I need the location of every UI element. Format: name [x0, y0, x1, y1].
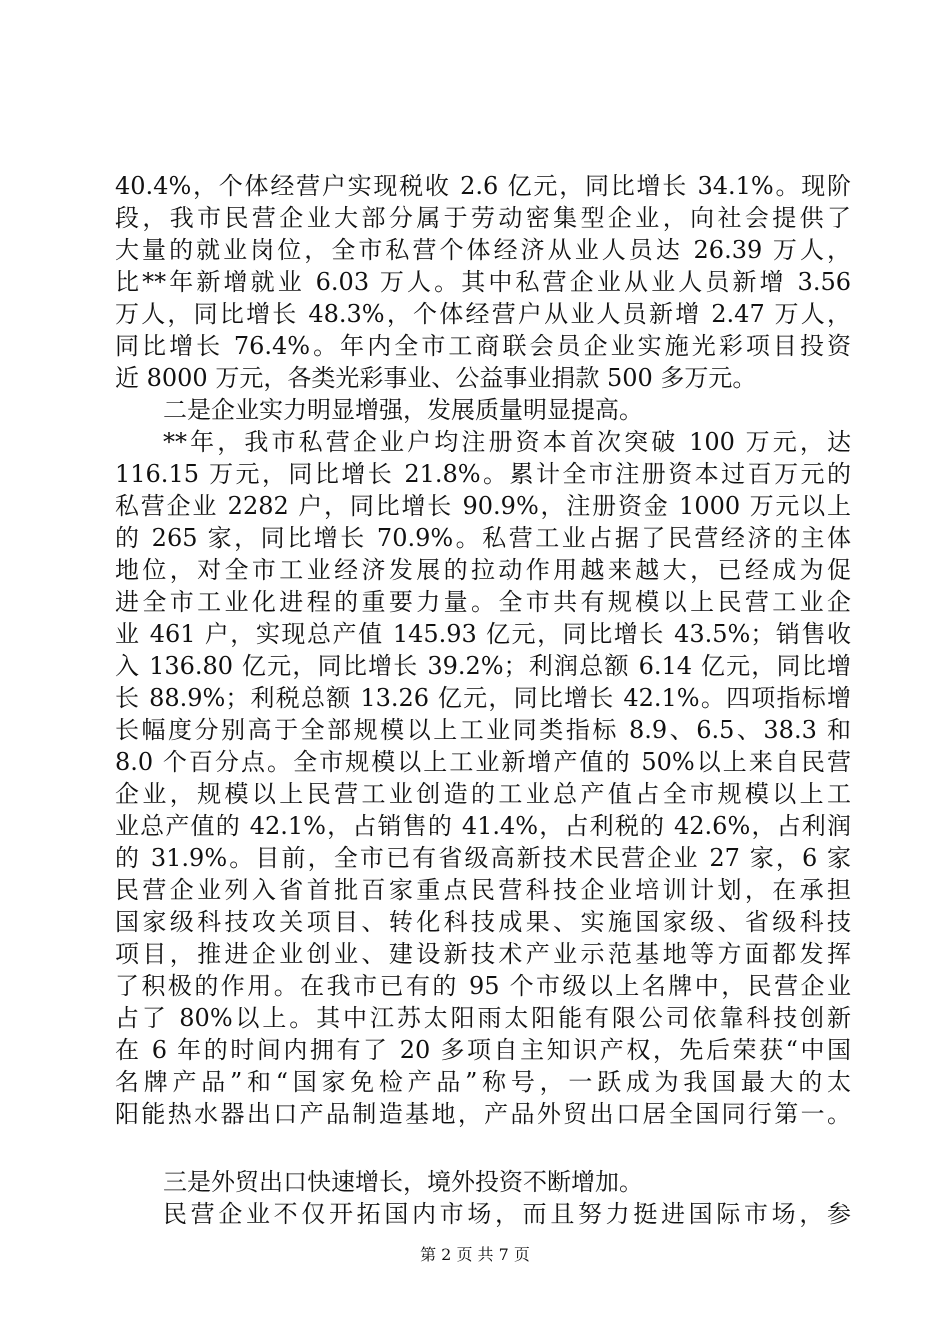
text-line: 比**年新增就业 6.03 万人。其中私营企业从业人员新增 3.56	[115, 268, 851, 296]
text-line: 民营企业不仅开拓国内市场，而且努力挺进国际市场，参	[163, 1200, 851, 1228]
paragraph-4	[115, 1166, 851, 1198]
text-line: 近 8000 万元，各类光彩事业、公益事业捐款 500 多万元。	[115, 364, 757, 392]
text-line: 名牌产品”和“国家免检产品”称号，一跃成为我国最大的太	[115, 1068, 851, 1096]
text-line: 私营企业 2282 户，同比增长 90.9%，注册资金 1000 万元以上	[115, 492, 851, 520]
section-point-heading: 二是企业实力明显增强，发展质量明显提高。	[163, 396, 643, 424]
text-line: 大量的就业岗位，全市私营个体经济从业人员达 26.39 万人，	[115, 236, 851, 264]
text-line: 长 88.9%；利税总额 13.26 亿元，同比增长 42.1%。四项指标增	[115, 684, 851, 712]
text-line: 的 265 家，同比增长 70.9%。私营工业占据了民营经济的主体	[115, 524, 851, 552]
text-line: 8.0 个百分点。全市规模以上工业新增产值的 50%以上来自民营	[115, 748, 851, 776]
text-line: **年，我市私营企业户均注册资本首次突破 100 万元，达	[163, 428, 851, 456]
paragraph-3	[115, 426, 851, 1130]
paragraph-1	[115, 170, 851, 394]
text-line: 万人，同比增长 48.3%，个体经营户从业人员新增 2.47 万人，	[115, 300, 851, 328]
text-line: 占了 80%以上。其中江苏太阳雨太阳能有限公司依靠科技创新	[115, 1004, 851, 1032]
text-line: 的 31.9%。目前，全市已有省级高新技术民营企业 27 家，6 家	[115, 844, 851, 872]
paragraph-spacer	[115, 1130, 851, 1166]
text-line: 国家级科技攻关项目、转化科技成果、实施国家级、省级科技	[115, 908, 851, 936]
text-line: 企业，规模以上民营工业创造的工业总产值占全市规模以上工	[115, 780, 851, 808]
text-line: 116.15 万元，同比增长 21.8%。累计全市注册资本过百万元的	[115, 460, 851, 488]
text-line: 长幅度分别高于全部规模以上工业同类指标 8.9、6.5、38.3 和	[115, 716, 851, 744]
section-point-heading: 三是外贸出口快速增长，境外投资不断增加。	[163, 1168, 643, 1196]
document-body	[115, 170, 851, 1230]
text-line: 业 461 户，实现总产值 145.93 亿元，同比增长 43.5%；销售收	[115, 620, 851, 648]
text-line: 地位，对全市工业经济发展的拉动作用越来越大，已经成为促	[115, 556, 851, 584]
text-line: 业总产值的 42.1%，占销售的 41.4%，占利税的 42.6%，占利润	[115, 812, 851, 840]
text-line: 在 6 年的时间内拥有了 20 多项自主知识产权，先后荣获“中国	[115, 1036, 851, 1064]
text-line: 进全市工业化进程的重要力量。全市共有规模以上民营工业企	[115, 588, 851, 616]
text-line: 入 136.80 亿元，同比增长 39.2%；利润总额 6.14 亿元，同比增	[115, 652, 851, 680]
text-line: 同比增长 76.4%。年内全市工商联会员企业实施光彩项目投资	[115, 332, 851, 360]
page-number-footer: 第 2 页 共 7 页	[420, 1245, 530, 1264]
text-line: 项目，推进企业创业、建设新技术产业示范基地等方面都发挥	[115, 940, 851, 968]
paragraph-2	[115, 394, 851, 426]
text-line: 段，我市民营企业大部分属于劳动密集型企业，向社会提供了	[115, 204, 851, 232]
text-line: 了积极的作用。在我市已有的 95 个市级以上名牌中，民营企业	[115, 972, 851, 1000]
text-line: 民营企业列入省首批百家重点民营科技企业培训计划，在承担	[115, 876, 851, 904]
paragraph-5	[115, 1198, 851, 1230]
text-line: 阳能热水器出口产品制造基地，产品外贸出口居全国同行第一。	[115, 1100, 851, 1128]
text-line: 40.4%，个体经营户实现税收 2.6 亿元，同比增长 34.1%。现阶	[115, 172, 851, 200]
